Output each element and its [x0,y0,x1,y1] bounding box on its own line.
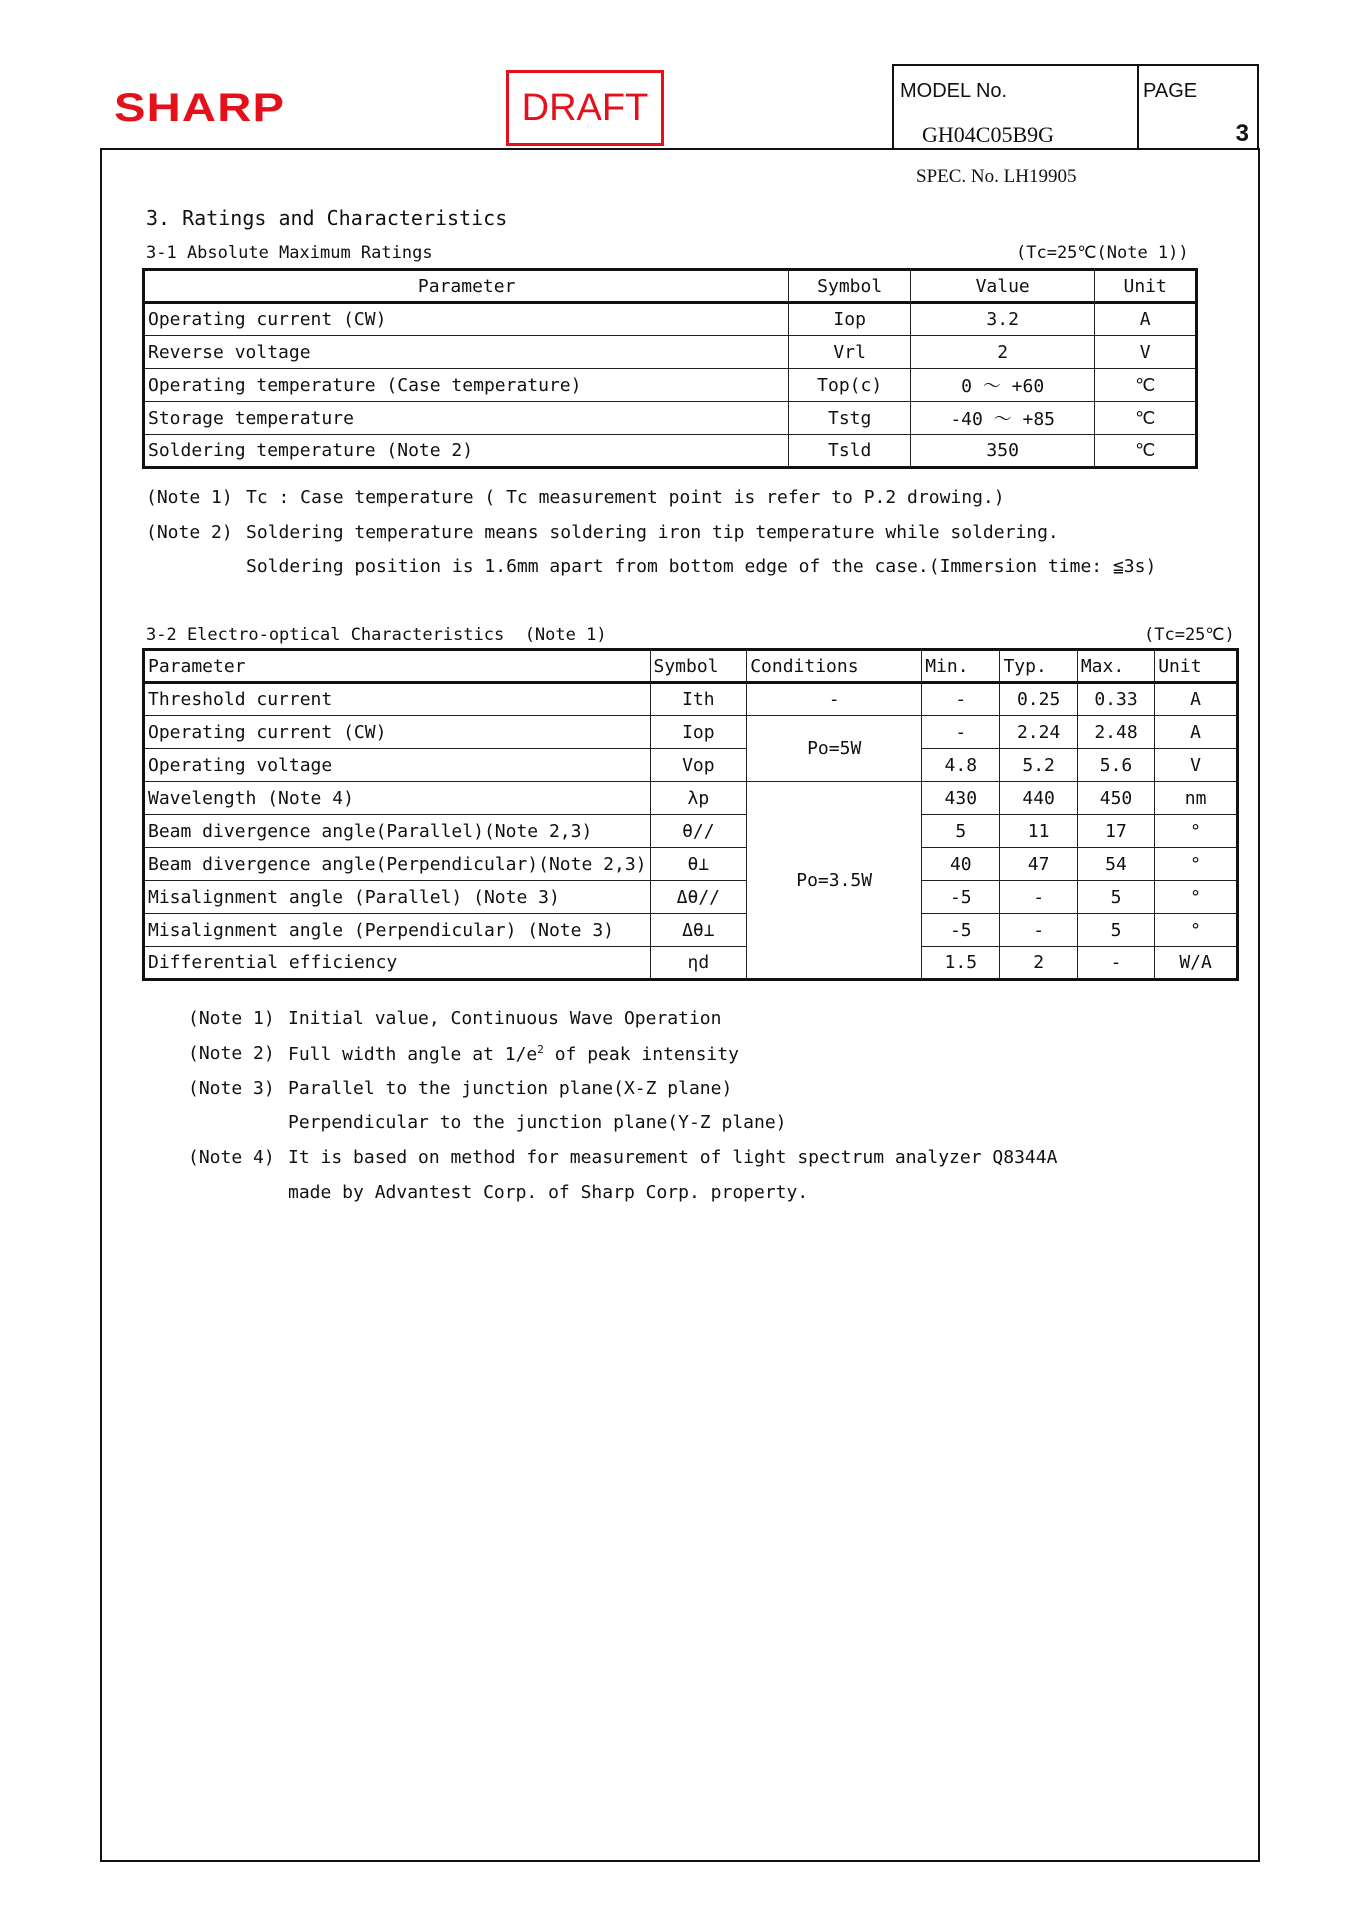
cell: - [1000,881,1077,914]
cell: 0.25 [1000,683,1077,716]
cell: Operating voltage [144,749,651,782]
table-row [144,815,1238,848]
cell: 5 [922,815,1000,848]
cell: Vrl [789,336,911,369]
cell: nm [1155,782,1238,815]
cell: Operating temperature (Case temperature) [144,369,789,402]
conditions-cell: Po=3.5W [747,782,922,980]
cell: ℃ [1095,369,1197,402]
cell: Top(c) [789,369,911,402]
cell: 5 [1077,881,1154,914]
cell: 450 [1077,782,1154,815]
cell: ° [1155,815,1238,848]
cell: - [1000,914,1077,947]
header-cell: Parameter [144,650,651,683]
sharp-logo: SHARP [114,86,286,130]
conditions-cell: Po=5W [747,716,922,782]
cell: ° [1155,848,1238,881]
header-cell: Min. [922,650,1000,683]
table-row [144,303,1197,336]
section-title: 3. Ratings and Characteristics [146,206,508,230]
eoc-note-4-continued: made by Advantest Corp. of Sharp Corp. property. [288,1182,809,1203]
cell: 2 [1000,947,1077,980]
amr-note-2-label: (Note 2) [146,522,233,543]
cell: 17 [1077,815,1154,848]
cell: Storage temperature [144,402,789,435]
table-row [144,402,1197,435]
cell: Δθ⊥ [650,914,747,947]
cell: Tsld [789,435,911,468]
cell: Misalignment angle (Parallel) (Note 3) [144,881,651,914]
eoc-note-4-text: It is based on method for measurement of light spectrum analyzer Q8344A [288,1147,1058,1168]
eoc-note-1-label: (Note 1) [188,1008,275,1029]
spec-number: SPEC. No. LH19905 [916,166,1077,187]
header-cell: Unit [1095,270,1197,303]
cell: 0.33 [1077,683,1154,716]
eoc-title: 3-2 Electro-optical Characteristics (Note 1) [146,625,607,645]
cell: Iop [789,303,911,336]
cell: θ⊥ [650,848,747,881]
amr-note-1-text: Tc : Case temperature ( Tc measurement point is refer to P.2 drowing.) [246,487,1005,508]
cell: Δθ// [650,881,747,914]
eoc-note-2-label: (Note 2) [188,1043,275,1064]
amr-note-2-text: Soldering temperature means soldering iron tip temperature while soldering. [246,522,1059,543]
cell: W/A [1155,947,1238,980]
cell: 5.2 [1000,749,1077,782]
table-row [144,947,1238,980]
amr-note-1-label: (Note 1) [146,487,233,508]
cell: 2.48 [1077,716,1154,749]
cell: 1.5 [922,947,1000,980]
cell: Wavelength (Note 4) [144,782,651,815]
table-row [144,848,1238,881]
table-row [144,435,1197,468]
model-label: MODEL No. [900,80,1008,102]
table-row [144,336,1197,369]
header-cell: Value [910,270,1094,303]
cell: Beam divergence angle(Parallel)(Note 2,3) [144,815,651,848]
cell: A [1155,683,1238,716]
table-header-row [144,270,1197,303]
cell: 5 [1077,914,1154,947]
cell: 40 [922,848,1000,881]
cell: A [1155,716,1238,749]
cell: θ// [650,815,747,848]
table-row [144,369,1197,402]
cell: 11 [1000,815,1077,848]
cell: λp [650,782,747,815]
cell: - [922,683,1000,716]
cell: ° [1155,881,1238,914]
amr-condition: (Tc=25℃(Note 1)) [1016,243,1189,263]
cell: ° [1155,914,1238,947]
page-number: 3 [1235,120,1249,147]
cell: Operating current (CW) [144,716,651,749]
cell: Ith [650,683,747,716]
cell: -40 ～ +85 [910,402,1094,435]
draft-stamp: DRAFT [506,70,664,146]
cell: ℃ [1095,402,1197,435]
header-cell: Symbol [789,270,911,303]
cell: 350 [910,435,1094,468]
cell: Soldering temperature (Note 2) [144,435,789,468]
eoc-note-3-label: (Note 3) [188,1078,275,1099]
model-number: GH04C05B9G [922,122,1055,147]
header-cell: Conditions [747,650,922,683]
table-row [144,881,1238,914]
cell: ℃ [1095,435,1197,468]
cell: 47 [1000,848,1077,881]
table-row [144,782,1238,815]
model-page-box [892,64,1259,150]
table-header-row [144,650,1238,683]
cell: 54 [1077,848,1154,881]
eoc-condition: (Tc=25℃) [1144,625,1235,645]
cell: V [1155,749,1238,782]
cell: 5.6 [1077,749,1154,782]
amr-note-2-continued: Soldering position is 1.6mm apart from bottom edge of the case.(Immersion time: ≦3s) [246,556,1157,577]
page-label: PAGE [1143,80,1198,102]
header-cell: Symbol [650,650,747,683]
cell: V [1095,336,1197,369]
eoc-note-3-continued: Perpendicular to the junction plane(Y-Z plane) [288,1112,787,1133]
cell: - [922,716,1000,749]
eoc-note-1-text: Initial value, Continuous Wave Operation [288,1008,722,1029]
absolute-maximum-ratings-table [142,268,1198,469]
eoc-note-2-text: Full width angle at $1/e^2$ of peak intensity [288,1043,739,1065]
cell: -5 [922,914,1000,947]
cell: Tstg [789,402,911,435]
cell: 440 [1000,782,1077,815]
cell: 430 [922,782,1000,815]
table-row [144,749,1238,782]
cell: 2.24 [1000,716,1077,749]
cell: A [1095,303,1197,336]
amr-title: 3-1 Absolute Maximum Ratings [146,243,433,263]
eoc-note-3-text: Parallel to the junction plane(X-Z plane) [288,1078,733,1099]
cell: Beam divergence angle(Perpendicular)(Note 2,3) [144,848,651,881]
cell: 2 [910,336,1094,369]
header-cell: Unit [1155,650,1238,683]
eoc-note-4-label: (Note 4) [188,1147,275,1168]
cell: -5 [922,881,1000,914]
cell: 3.2 [910,303,1094,336]
cell: Iop [650,716,747,749]
cell: Threshold current [144,683,651,716]
cell: Differential efficiency [144,947,651,980]
cell: 4.8 [922,749,1000,782]
cell: Misalignment angle (Perpendicular) (Note 3) [144,914,651,947]
conditions-cell: - [747,683,922,716]
table-row [144,683,1238,716]
table-row [144,914,1238,947]
header-cell: Max. [1077,650,1154,683]
cell: Vop [650,749,747,782]
header-cell: Parameter [144,270,789,303]
cell: Operating current (CW) [144,303,789,336]
cell: ηd [650,947,747,980]
header-cell: Typ. [1000,650,1077,683]
table-row [144,716,1238,749]
electro-optical-characteristics-table [142,648,1239,981]
cell: Reverse voltage [144,336,789,369]
cell: - [1077,947,1154,980]
cell: 0 ～ +60 [910,369,1094,402]
